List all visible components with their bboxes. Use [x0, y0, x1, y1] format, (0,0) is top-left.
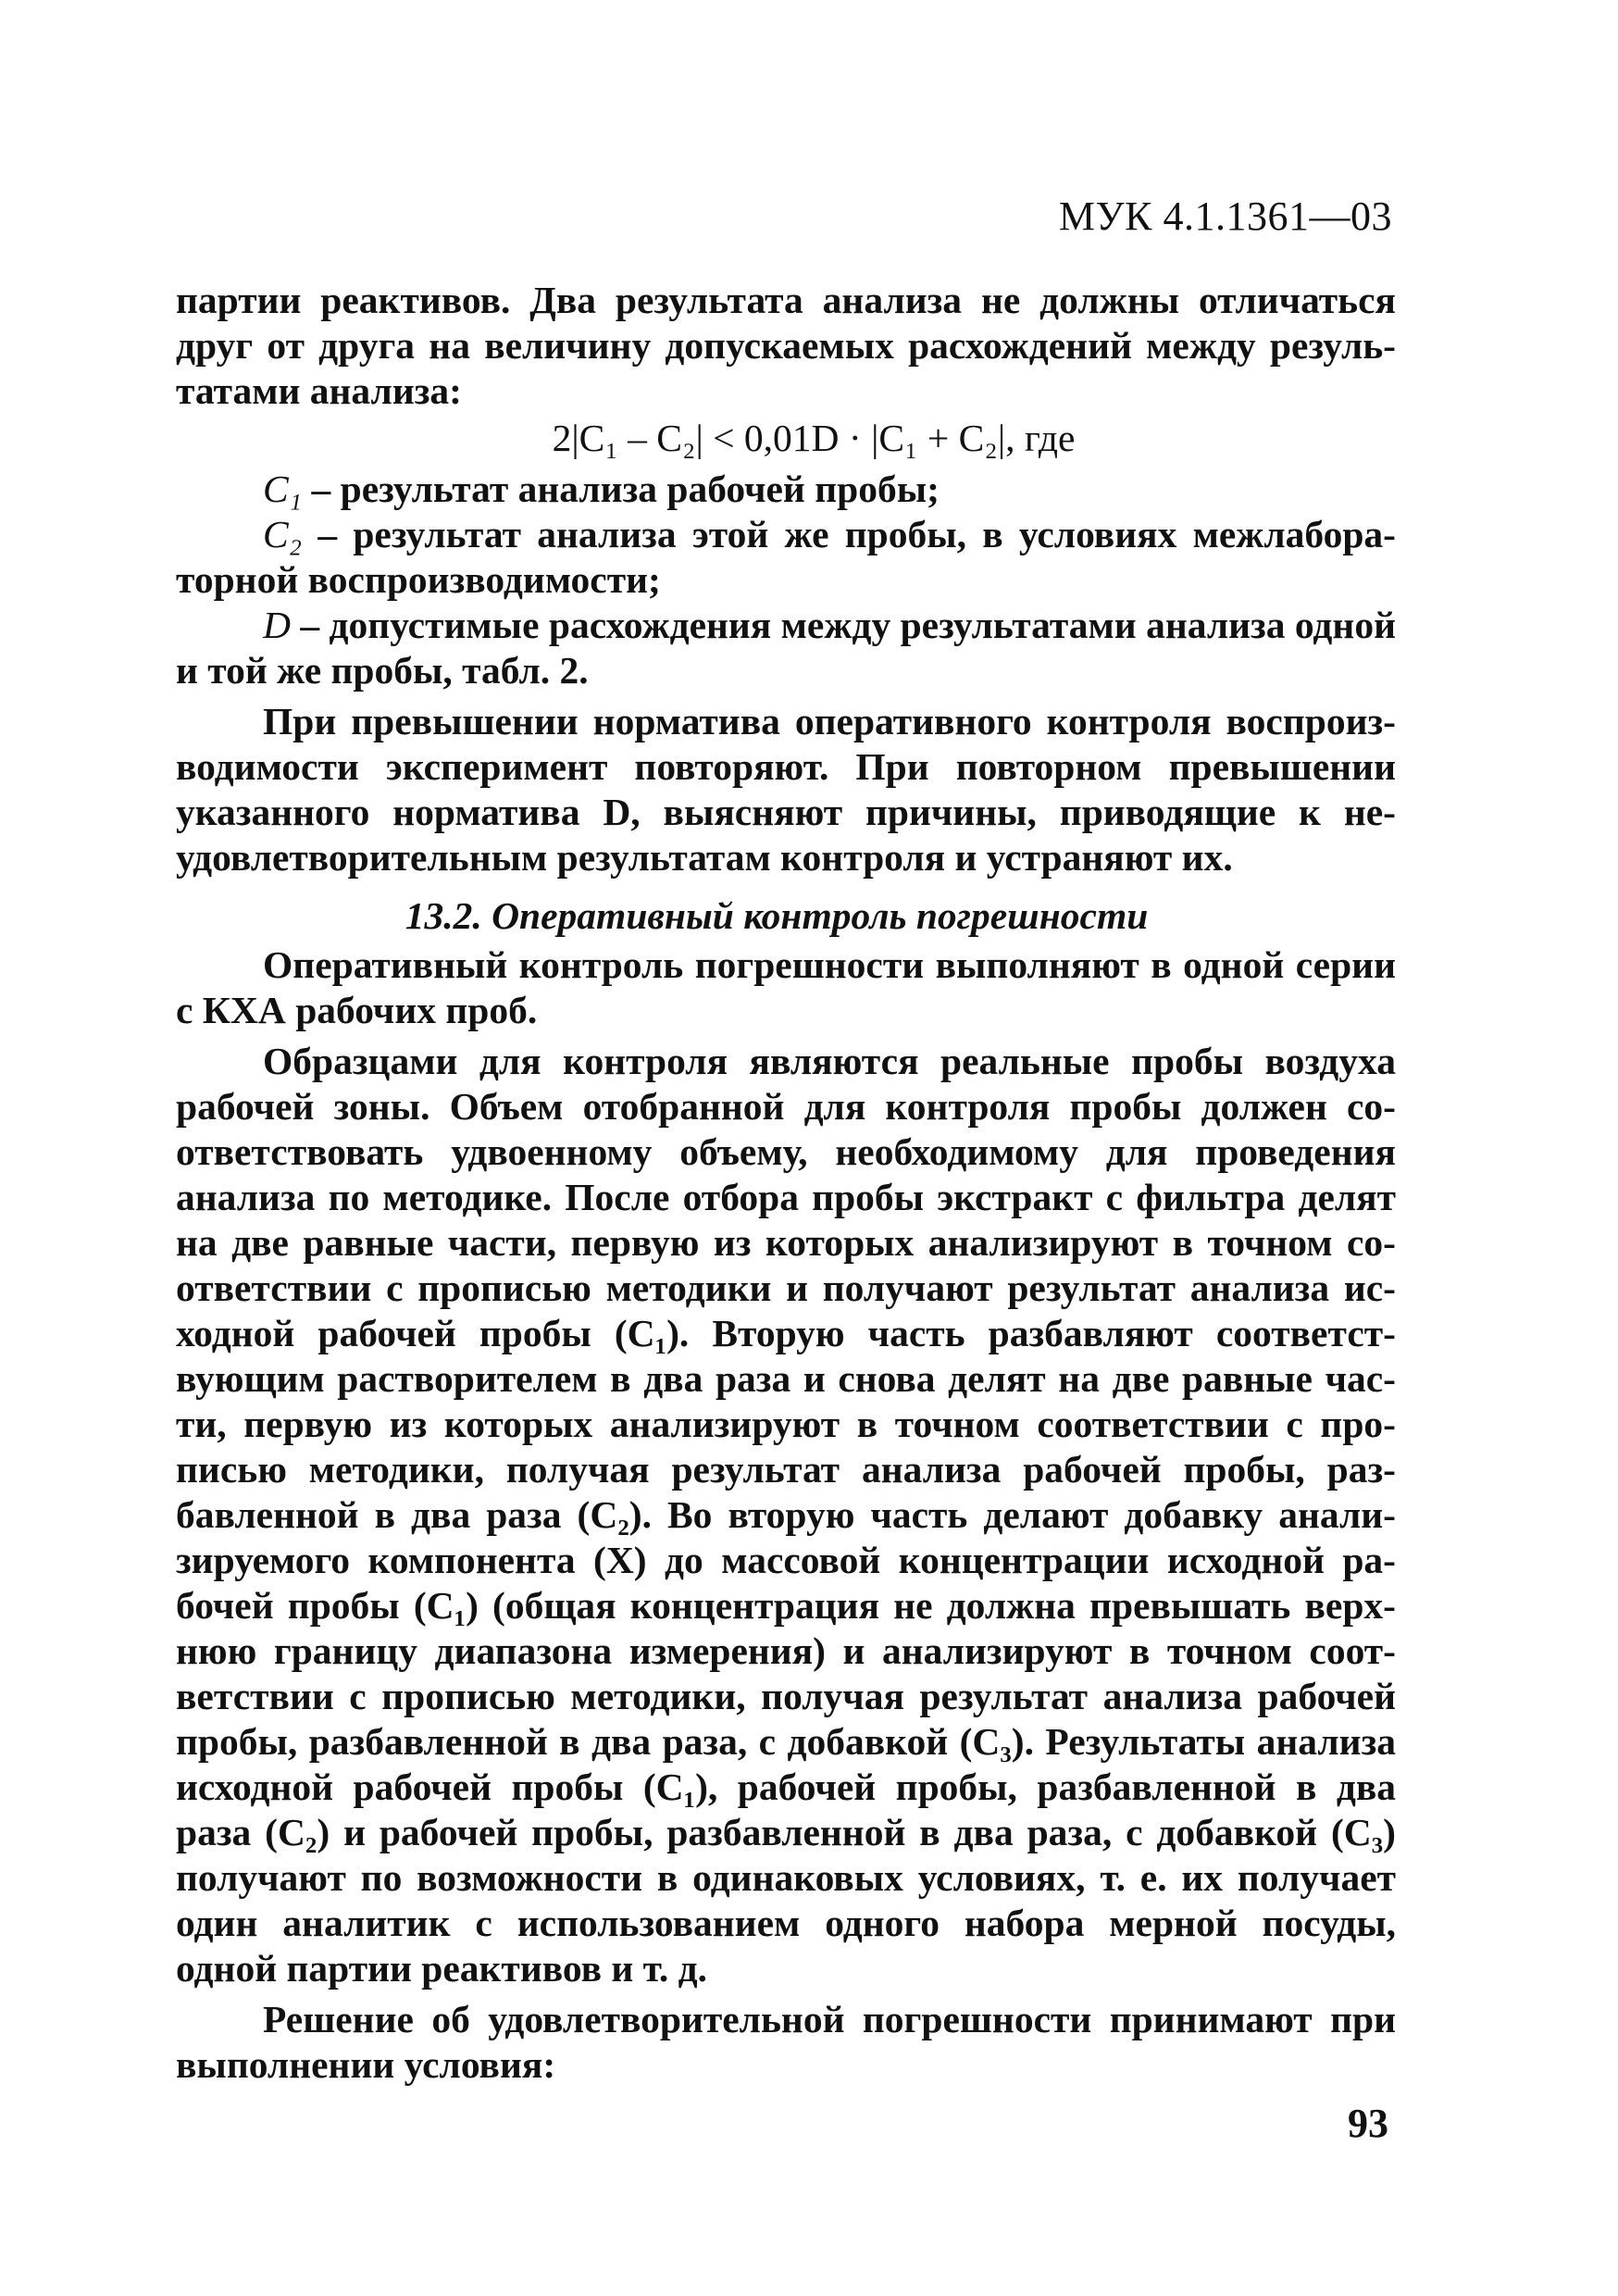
reproducibility-paragraph: При превышении норматива оперативного контроля воспроизводимости эксперимент повторяют. При повторном превышении указанного норматива D, выясняют причины, приводящие к неудовлетворительным результатам контроля и устраняют их.: [176, 700, 1396, 879]
section-heading: 13.2. Оперативный контроль погрешности: [404, 894, 1149, 937]
definition-d: [176, 603, 1396, 693]
page-body: [176, 278, 1396, 2088]
definition-text: – результат анализа этой же пробы, в условиях межлабораторной воспроизводимости;: [176, 513, 1396, 601]
definition-symbol: C₁: [263, 468, 303, 510]
definition-text: – допустимые расхождения между результатами анализа одной и той же пробы, табл. 2.: [176, 604, 1396, 692]
body-paragraph: Решение об удовлетворительной погрешности принимают при выполнении условия:: [176, 1998, 1396, 2086]
definition-c1: [176, 467, 1396, 512]
definition-symbol: C₂: [263, 513, 303, 555]
formula: 2|C₁ – C₂| < 0,01D · |C₁ + C₂|, где: [552, 417, 1076, 459]
document-code: МУК 4.1.1361—03: [1058, 193, 1392, 239]
page-number: 93: [1348, 2101, 1388, 2146]
body-paragraph: Оперативный контроль погрешности выполняют в одной серии с КХА рабочих проб.: [176, 943, 1396, 1031]
intro-paragraph: партии реактивов. Два результата анализа не должны отличаться друг от друга на величину допускаемых расхождений между результатами анализа:: [176, 279, 1396, 412]
definition-symbol: D: [263, 604, 291, 646]
body-paragraph: Образцами для контроля являются реальные пробы воздуха рабочей зоны. Объем отобранной для контроля пробы должен соответствовать удвоенному объему, необходимому для проведения анализа по методике. После отбора пробы экстракт с фильтра делят на две равные части, первую из которых анализируют в точном соответствии с прописью методики и получают результат анализа исходной рабочей пробы (C₁). Вторую часть разбавляют соответствующим растворителем в два раза и снова делят на две равные части, первую из которых анализируют в точном соответствии с прописью методики, получая результат анализа рабочей пробы, разбавленной в два раза (C₂). Во вторую часть делают добавку анализируемого компонента (X) до массовой концентрации исходной рабочей пробы (C₁) (общая концентрация не должна превышать верхнюю границу диапазона измерения) и анализируют в точном соответствии с прописью методики, получая результат анализа рабочей пробы, разбавленной в два раза, с добавкой (C₃). Результаты анализа исходной рабочей пробы (C₁), рабочей пробы, разбавленной в два раза (C₂) и рабочей пробы, разбавленной в два раза, с добавкой (C₃) получают по возможности в одинаковых условиях, т. е. их получает один аналитик с использованием одного набора мерной посуды, одной партии реактивов и т. д.: [176, 1040, 1396, 1990]
definition-c2: [176, 512, 1396, 603]
definition-text: – результат анализа рабочей пробы;: [302, 468, 940, 510]
